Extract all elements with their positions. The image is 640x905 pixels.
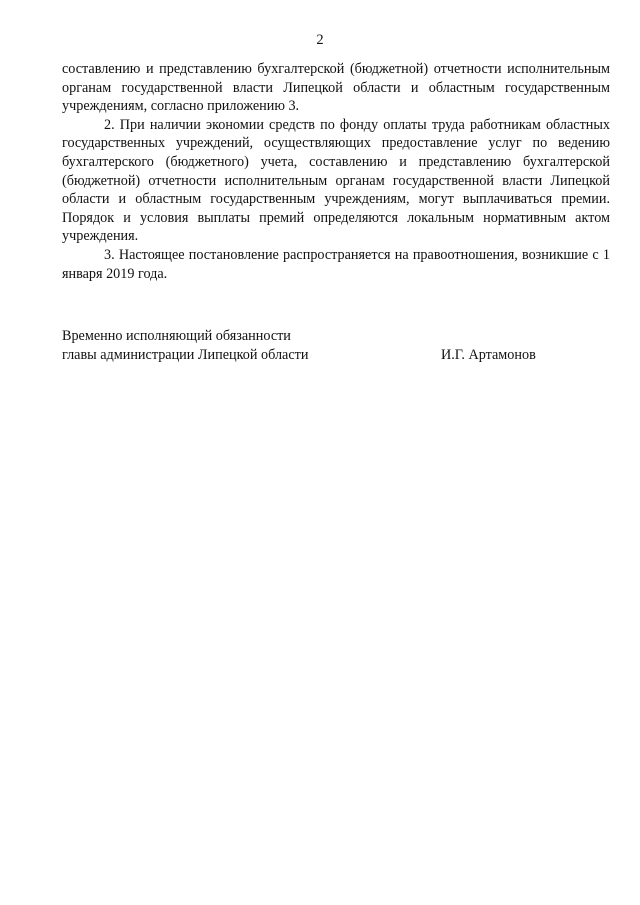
paragraph-continuation: составлению и представлению бухгалтерской (бюджетной) отчетности исполнительным органам государственной власти Липецкой области и областным государственным учреждениям, согласно приложению 3. bbox=[62, 61, 610, 115]
paragraph-2-bonuses: 2. При наличии экономии средств по фонду оплаты труда работникам областных государственных учреждений, осуществляющих предоставление услуг по ведению бухгалтерского (бюджетного) учета, составлению и представлению бухгалтерской (бюджетной) отчетности исполнительным органам государственной власти Липецкой области и областным государственным учреждениям, могут выплачиваться премии. Порядок и условия выплаты премий определяются локальным нормативным актом учреждения. bbox=[62, 116, 610, 245]
page-number: 2 bbox=[316, 32, 324, 48]
signature-block bbox=[62, 327, 610, 364]
signature-position-line-2 bbox=[62, 346, 610, 365]
paragraph-3-effective-date: 3. Настоящее постановление распространяется на правоотношения, возникшие с 1 января 2019 года. bbox=[62, 246, 610, 282]
signatory-title-1: Временно исполняющий обязанности bbox=[62, 328, 291, 344]
document-body bbox=[62, 60, 610, 283]
signature-position-line-1 bbox=[62, 327, 610, 346]
signatory-title-2: главы администрации Липецкой области bbox=[62, 346, 309, 363]
signatory-name: И.Г. Артамонов bbox=[441, 346, 536, 363]
